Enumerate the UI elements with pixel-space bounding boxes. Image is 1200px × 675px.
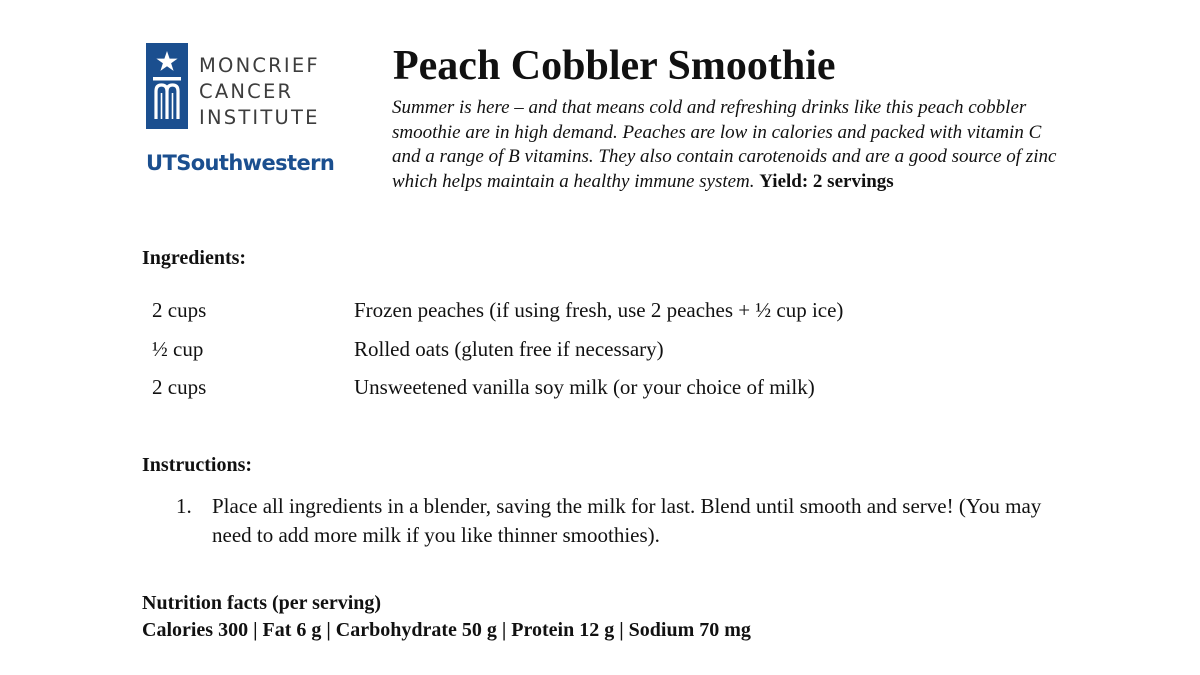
- nutrition-heading: Nutrition facts (per serving): [142, 592, 382, 614]
- instructions-heading: Instructions:: [142, 454, 253, 476]
- ut-name: Southwestern: [176, 151, 335, 175]
- ingredients-heading: Ingredients:: [142, 247, 247, 269]
- logo-line: MONCRIEF: [199, 54, 320, 77]
- ut-prefix: UT: [146, 151, 177, 175]
- nutrition-block: [142, 590, 751, 644]
- ingredient-qty: ½ cup: [152, 336, 204, 361]
- logo-line: CANCER: [199, 80, 294, 103]
- ingredient-name: Unsweetened vanilla soy milk (or your choice of milk): [354, 375, 815, 399]
- yield-text: Yield: 2 servings: [759, 170, 894, 192]
- ingredient-qty: 2 cups: [152, 375, 207, 399]
- recipe-title: Peach Cobbler Smoothie: [393, 43, 836, 89]
- ingredient-name: Rolled oats (gluten free if necessary): [354, 336, 664, 361]
- ut-southwestern-wordmark: [146, 151, 334, 175]
- logo-wordmark: [199, 53, 320, 131]
- moncrief-logo: [146, 43, 356, 178]
- ingredient-name: Frozen peaches (if using fresh, use 2 peaches + ½ cup ice): [354, 298, 844, 322]
- logo-line: INSTITUTE: [199, 106, 320, 129]
- nutrition-facts: Calories 300 | Fat 6 g | Carbohydrate 50 g | Protein 12 g | Sodium 70 mg: [142, 619, 751, 641]
- step-number: 1.: [176, 494, 192, 518]
- step-text: Place all ingredients in a blender, saving the milk for last. Blend until smooth and serve! (You may need to add more milk if you like thinner smoothies).: [212, 494, 1042, 547]
- ingredient-qty: 2 cups: [152, 298, 207, 322]
- star-and-m-icon: [146, 43, 188, 129]
- recipe-intro: [392, 96, 1072, 194]
- intro-text: Summer is here – and that means cold and refreshing drinks like this peach cobbler smoothie are in high demand. Peaches are low in calories and packed with vitamin C and a range of B vitamins. They also contain carotenoids and are a good source of zinc which helps maintain a healthy immune system.: [392, 97, 1057, 192]
